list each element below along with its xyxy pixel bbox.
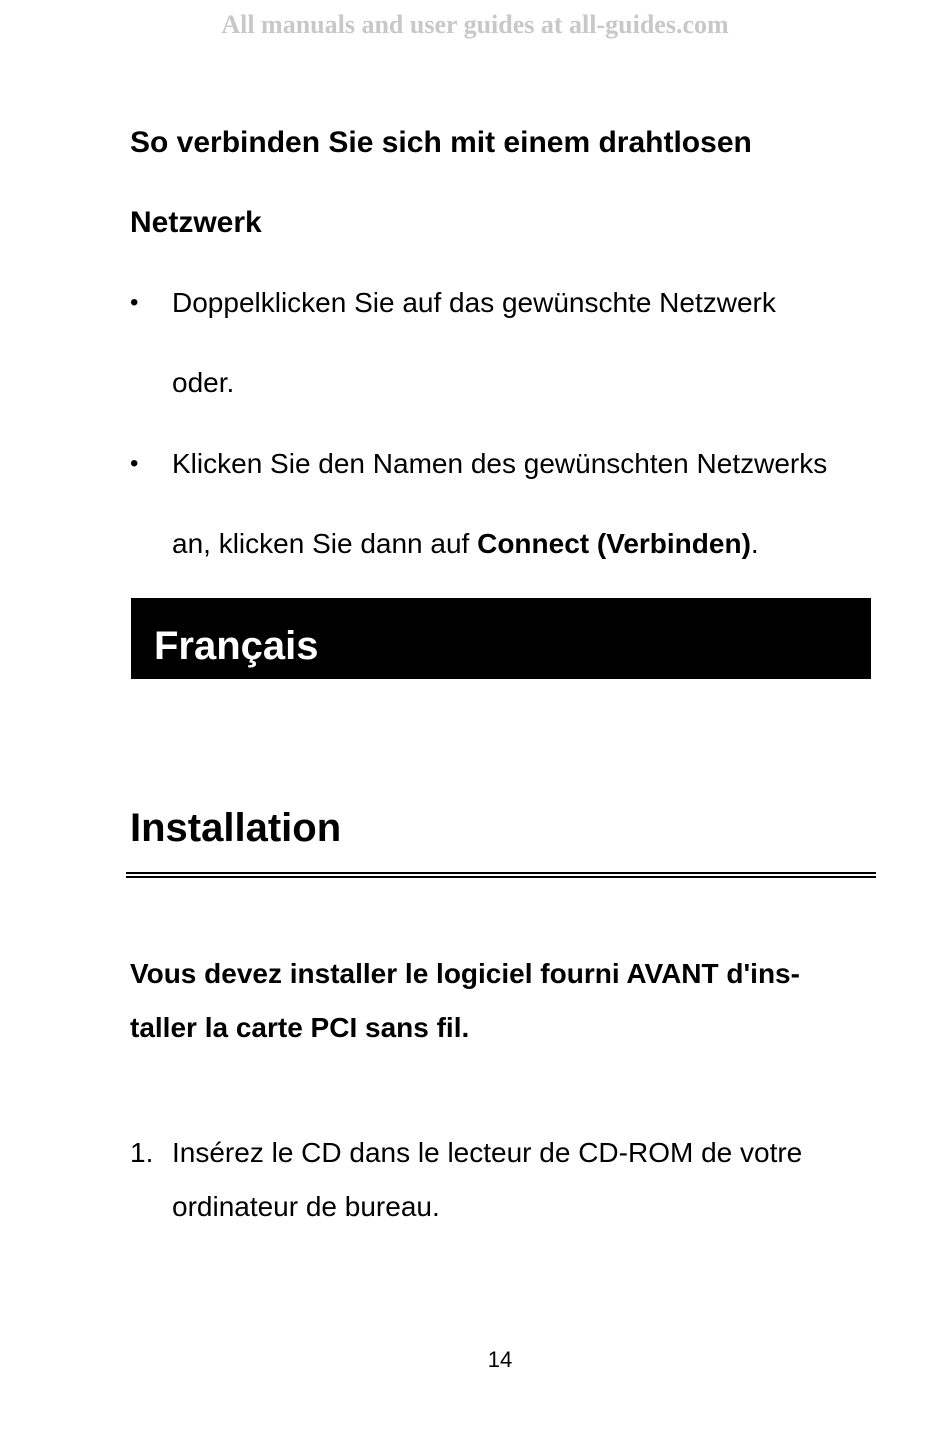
section-heading-line-1: So verbinden Sie sich mit einem drahtlosen [130,126,752,159]
warning-line-2: taller la carte PCI sans fil. [130,1012,470,1043]
list-item-line-1: Doppelklicken Sie auf das gewünschte Netzwerk [172,287,776,318]
list-item-text: an, klicken Sie dann auf [172,528,478,559]
section-heading-line-2: Netzwerk [130,206,262,239]
list-item-line-2 [172,528,759,560]
watermark: All manuals and user guides at all-guides.com [221,10,729,39]
bullet-icon: • [130,450,139,477]
page-number: 14 [487,1347,513,1372]
list-item-punctuation: . [750,528,759,559]
double-rule-divider [126,872,876,878]
warning-line-1: Vous devez installer le logiciel fourni AVANT d'ins- [130,958,800,989]
list-item-line-1: Klicken Sie den Namen des gewünschten Netzwerks [172,448,828,479]
step-line-1: Insérez le CD dans le lecteur de CD-ROM de votre [172,1137,803,1168]
installation-title: Installation [130,806,342,850]
step-number: 1. [130,1137,154,1168]
language-banner [131,598,871,679]
step-line-2: ordinateur de bureau. [172,1191,440,1222]
list-item-line-2: oder. [172,367,235,398]
connect-button-label: Connect (Verbinden) [477,528,751,559]
language-banner-label: Français [154,624,319,668]
bullet-icon: • [130,289,139,316]
